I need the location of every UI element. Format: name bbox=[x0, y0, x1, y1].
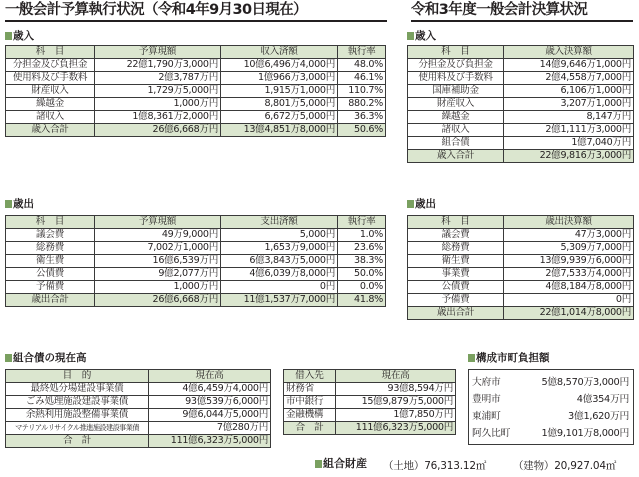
burden-heading: 構成市町負担額 bbox=[468, 352, 550, 364]
settlement-title: 令和3年度一般会計決算状況 bbox=[411, 2, 588, 18]
table-cell: 22億9,816万3,000円 bbox=[504, 150, 634, 163]
table-cell: 財産収入 bbox=[408, 98, 504, 111]
table-row bbox=[6, 111, 386, 124]
table-cell: 分担金及び負担金 bbox=[408, 59, 504, 72]
table-cell: 現在高 bbox=[149, 370, 271, 383]
section-square-icon bbox=[315, 460, 322, 468]
table-cell: 16億6,539万円 bbox=[95, 255, 221, 268]
table-cell: 13億4,851万8,000円 bbox=[221, 124, 338, 137]
table-cell: 1.0% bbox=[338, 229, 386, 242]
table-cell: 9億2,077万円 bbox=[95, 268, 221, 281]
table-cell: 予備費 bbox=[6, 281, 95, 294]
table-cell: 4億6,459万4,000円 bbox=[149, 383, 271, 396]
table-total-row bbox=[408, 150, 634, 163]
table-cell: 科 目 bbox=[408, 46, 504, 59]
table-cell: 46.1% bbox=[338, 72, 386, 85]
table-cell: 合 計 bbox=[284, 422, 336, 435]
table-cell: 金融機構 bbox=[284, 409, 336, 422]
table-row bbox=[408, 124, 634, 137]
table-row bbox=[408, 137, 634, 150]
table-cell: 49万9,000円 bbox=[95, 229, 221, 242]
table-cell: 1億8,361万2,000円 bbox=[95, 111, 221, 124]
table-cell: 47万3,000円 bbox=[504, 229, 634, 242]
table-cell: 2億1,111万3,000円 bbox=[504, 124, 634, 137]
table-row bbox=[408, 98, 634, 111]
table-row bbox=[6, 242, 386, 255]
table-cell: 議会費 bbox=[408, 229, 504, 242]
table-total-row bbox=[408, 307, 634, 320]
table-cell: 880.2% bbox=[338, 98, 386, 111]
table-cell: 7億280万円 bbox=[149, 422, 271, 435]
table-header-row bbox=[6, 216, 386, 229]
table-cell: 余熱利用施設整備事業債 bbox=[6, 409, 149, 422]
table-cell: 4億6,039万8,000円 bbox=[221, 268, 338, 281]
burden-box bbox=[468, 369, 634, 445]
burden-amount: 4億354万円 bbox=[576, 394, 629, 405]
section-square-icon bbox=[407, 32, 414, 40]
burden-amount: 1億9,101万8,000円 bbox=[541, 428, 629, 439]
table-cell: 2億7,533万4,000円 bbox=[504, 268, 634, 281]
burden-municipality: 大府市 bbox=[472, 377, 501, 388]
table-cell: 歳出合計 bbox=[408, 307, 504, 320]
table-cell: 衛生費 bbox=[408, 255, 504, 268]
table-cell: 支出済額 bbox=[221, 216, 338, 229]
expenditure-settlement-table bbox=[407, 215, 634, 320]
expenditure-left-heading: 歳出 bbox=[5, 198, 34, 210]
table-cell: 事業費 bbox=[408, 268, 504, 281]
section-square-icon bbox=[5, 32, 12, 40]
table-cell: 15億9,879万5,000円 bbox=[336, 396, 456, 409]
expenditure-right-heading: 歳出 bbox=[407, 198, 436, 210]
table-row bbox=[408, 281, 634, 294]
table-cell: 41.8% bbox=[338, 294, 386, 307]
table-cell: 111億6,323万5,000円 bbox=[149, 435, 271, 448]
table-cell: 総務費 bbox=[408, 242, 504, 255]
table-cell: 科 目 bbox=[6, 216, 95, 229]
expenditure-budget-table bbox=[5, 215, 386, 307]
table-cell: 国庫補助金 bbox=[408, 85, 504, 98]
table-cell: 22億1,014万8,000円 bbox=[504, 307, 634, 320]
table-cell: 議会費 bbox=[6, 229, 95, 242]
table-row bbox=[408, 111, 634, 124]
table-cell: 財産収入 bbox=[6, 85, 95, 98]
table-cell: 13億9,939万6,000円 bbox=[504, 255, 634, 268]
table-header-row bbox=[408, 216, 634, 229]
table-cell: 0.0% bbox=[338, 281, 386, 294]
burden-amount: 5億8,570万3,000円 bbox=[541, 377, 629, 388]
table-header-row bbox=[284, 370, 456, 383]
table-cell: 予備費 bbox=[408, 294, 504, 307]
table-row bbox=[284, 396, 456, 409]
table-cell: 現在高 bbox=[336, 370, 456, 383]
table-cell: 23.6% bbox=[338, 242, 386, 255]
section-square-icon bbox=[407, 200, 414, 208]
table-cell: 93億539万6,000円 bbox=[149, 396, 271, 409]
table-row bbox=[408, 242, 634, 255]
table-cell: 5,309万7,000円 bbox=[504, 242, 634, 255]
table-cell: 50.6% bbox=[338, 124, 386, 137]
table-row bbox=[6, 396, 271, 409]
table-row bbox=[408, 72, 634, 85]
table-row bbox=[408, 229, 634, 242]
table-row bbox=[284, 383, 456, 396]
table-cell: 8,801万5,000円 bbox=[221, 98, 338, 111]
table-cell: 2億3,787万円 bbox=[95, 72, 221, 85]
revenue-left-heading: 歳入 bbox=[5, 30, 34, 42]
table-cell: 1,729万5,000円 bbox=[95, 85, 221, 98]
table-cell: 繰越金 bbox=[408, 111, 504, 124]
section-square-icon bbox=[468, 354, 475, 362]
table-cell: 分担金及び負担金 bbox=[6, 59, 95, 72]
table-cell: 歳入決算額 bbox=[504, 46, 634, 59]
table-row bbox=[6, 383, 271, 396]
table-row bbox=[6, 281, 386, 294]
table-header-row bbox=[408, 46, 634, 59]
table-row bbox=[284, 409, 456, 422]
table-cell: 使用料及び手数料 bbox=[6, 72, 95, 85]
assets-building: （建物）20,927.04㎡ bbox=[513, 460, 617, 472]
burden-municipality: 阿久比町 bbox=[472, 428, 510, 439]
table-cell: 26億6,668万円 bbox=[95, 124, 221, 137]
table-cell: 1億7,850万円 bbox=[336, 409, 456, 422]
table-cell: 5,000円 bbox=[221, 229, 338, 242]
table-cell: 4億8,184万8,000円 bbox=[504, 281, 634, 294]
table-cell: 執行率 bbox=[338, 46, 386, 59]
burden-municipality: 東浦町 bbox=[472, 411, 501, 422]
section-square-icon bbox=[5, 354, 12, 362]
table-cell: 6,672万5,000円 bbox=[221, 111, 338, 124]
table-cell: 公債費 bbox=[408, 281, 504, 294]
table-cell: 26億6,668万円 bbox=[95, 294, 221, 307]
table-row bbox=[6, 85, 386, 98]
burden-amount: 3億1,620万円 bbox=[568, 411, 629, 422]
section-square-icon bbox=[5, 200, 12, 208]
table-cell: 9億6,044万5,000円 bbox=[149, 409, 271, 422]
table-cell: マテリアルリサイクル推進施設建設事業債 bbox=[6, 422, 149, 435]
settlement-title-underline bbox=[411, 20, 633, 22]
table-cell: 目 的 bbox=[6, 370, 149, 383]
table-cell: 歳出決算額 bbox=[504, 216, 634, 229]
table-row bbox=[6, 409, 271, 422]
table-cell: 7,002万1,000円 bbox=[95, 242, 221, 255]
bonds-lender-table bbox=[283, 369, 456, 435]
table-cell: 93億8,594万円 bbox=[336, 383, 456, 396]
table-cell: 11億1,537万7,000円 bbox=[221, 294, 338, 307]
table-cell: 1億7,040万円 bbox=[504, 137, 634, 150]
table-cell: 総務費 bbox=[6, 242, 95, 255]
table-row bbox=[408, 294, 634, 307]
table-cell: 使用料及び手数料 bbox=[408, 72, 504, 85]
table-cell: 予算現額 bbox=[95, 216, 221, 229]
table-cell: 科 目 bbox=[6, 46, 95, 59]
table-cell: 6,106万1,000円 bbox=[504, 85, 634, 98]
table-row bbox=[408, 59, 634, 72]
table-cell: 執行率 bbox=[338, 216, 386, 229]
table-cell: 繰越金 bbox=[6, 98, 95, 111]
table-cell: 歳入合計 bbox=[6, 124, 95, 137]
table-row bbox=[6, 422, 271, 435]
table-cell: 10億6,496万4,000円 bbox=[221, 59, 338, 72]
table-cell: 1,915万1,000円 bbox=[221, 85, 338, 98]
table-cell: 111億6,323万5,000円 bbox=[336, 422, 456, 435]
table-cell: 予算現額 bbox=[95, 46, 221, 59]
table-cell: 合 計 bbox=[6, 435, 149, 448]
table-row bbox=[6, 72, 386, 85]
revenue-right-heading: 歳入 bbox=[407, 30, 436, 42]
table-total-row bbox=[6, 435, 271, 448]
table-cell: 1,000万円 bbox=[95, 281, 221, 294]
table-row bbox=[6, 255, 386, 268]
table-cell: 公債費 bbox=[6, 268, 95, 281]
table-cell: 14億9,646万1,000円 bbox=[504, 59, 634, 72]
table-cell: 50.0% bbox=[338, 268, 386, 281]
table-cell: 科 目 bbox=[408, 216, 504, 229]
table-row bbox=[6, 268, 386, 281]
bonds-heading: 組合債の現在高 bbox=[5, 352, 87, 364]
table-cell: 110.7% bbox=[338, 85, 386, 98]
table-row bbox=[6, 98, 386, 111]
table-cell: 市中銀行 bbox=[284, 396, 336, 409]
table-row bbox=[6, 229, 386, 242]
assets-land: （土地）76,313.12㎡ bbox=[383, 460, 487, 472]
table-cell: 1,000万円 bbox=[95, 98, 221, 111]
table-cell: 0円 bbox=[504, 294, 634, 307]
table-cell: 歳入合計 bbox=[408, 150, 504, 163]
assets-heading: 組合財産 bbox=[315, 458, 367, 470]
table-row bbox=[408, 268, 634, 281]
budget-title-underline bbox=[5, 20, 387, 22]
table-cell: 歳出合計 bbox=[6, 294, 95, 307]
revenue-settlement-table bbox=[407, 45, 634, 163]
table-cell: 収入済額 bbox=[221, 46, 338, 59]
table-total-row bbox=[6, 294, 386, 307]
table-cell: ごみ処理施設建設事業債 bbox=[6, 396, 149, 409]
table-cell: 2億4,558万7,000円 bbox=[504, 72, 634, 85]
budget-execution-title: 一般会計予算執行状況（令和4年9月30日現在） bbox=[5, 2, 308, 18]
table-cell: 1億966万3,000円 bbox=[221, 72, 338, 85]
table-cell: 諸収入 bbox=[6, 111, 95, 124]
table-row bbox=[408, 255, 634, 268]
table-cell: 借入先 bbox=[284, 370, 336, 383]
table-cell: 組合債 bbox=[408, 137, 504, 150]
bonds-purpose-table bbox=[5, 369, 271, 448]
table-cell: 22億1,790万3,000円 bbox=[95, 59, 221, 72]
table-total-row bbox=[6, 124, 386, 137]
table-header-row bbox=[6, 370, 271, 383]
table-total-row bbox=[284, 422, 456, 435]
table-row bbox=[408, 85, 634, 98]
table-cell: 0円 bbox=[221, 281, 338, 294]
table-cell: 最終処分場建設事業債 bbox=[6, 383, 149, 396]
table-cell: 8,147万円 bbox=[504, 111, 634, 124]
table-cell: 48.0% bbox=[338, 59, 386, 72]
table-cell: 1,653万9,000円 bbox=[221, 242, 338, 255]
table-cell: 6億3,843万5,000円 bbox=[221, 255, 338, 268]
table-cell: 38.3% bbox=[338, 255, 386, 268]
revenue-budget-table bbox=[5, 45, 386, 137]
table-header-row bbox=[6, 46, 386, 59]
table-cell: 衛生費 bbox=[6, 255, 95, 268]
table-cell: 財務省 bbox=[284, 383, 336, 396]
table-cell: 36.3% bbox=[338, 111, 386, 124]
table-cell: 諸収入 bbox=[408, 124, 504, 137]
table-row bbox=[6, 59, 386, 72]
burden-municipality: 豊明市 bbox=[472, 394, 501, 405]
table-cell: 3,207万1,000円 bbox=[504, 98, 634, 111]
